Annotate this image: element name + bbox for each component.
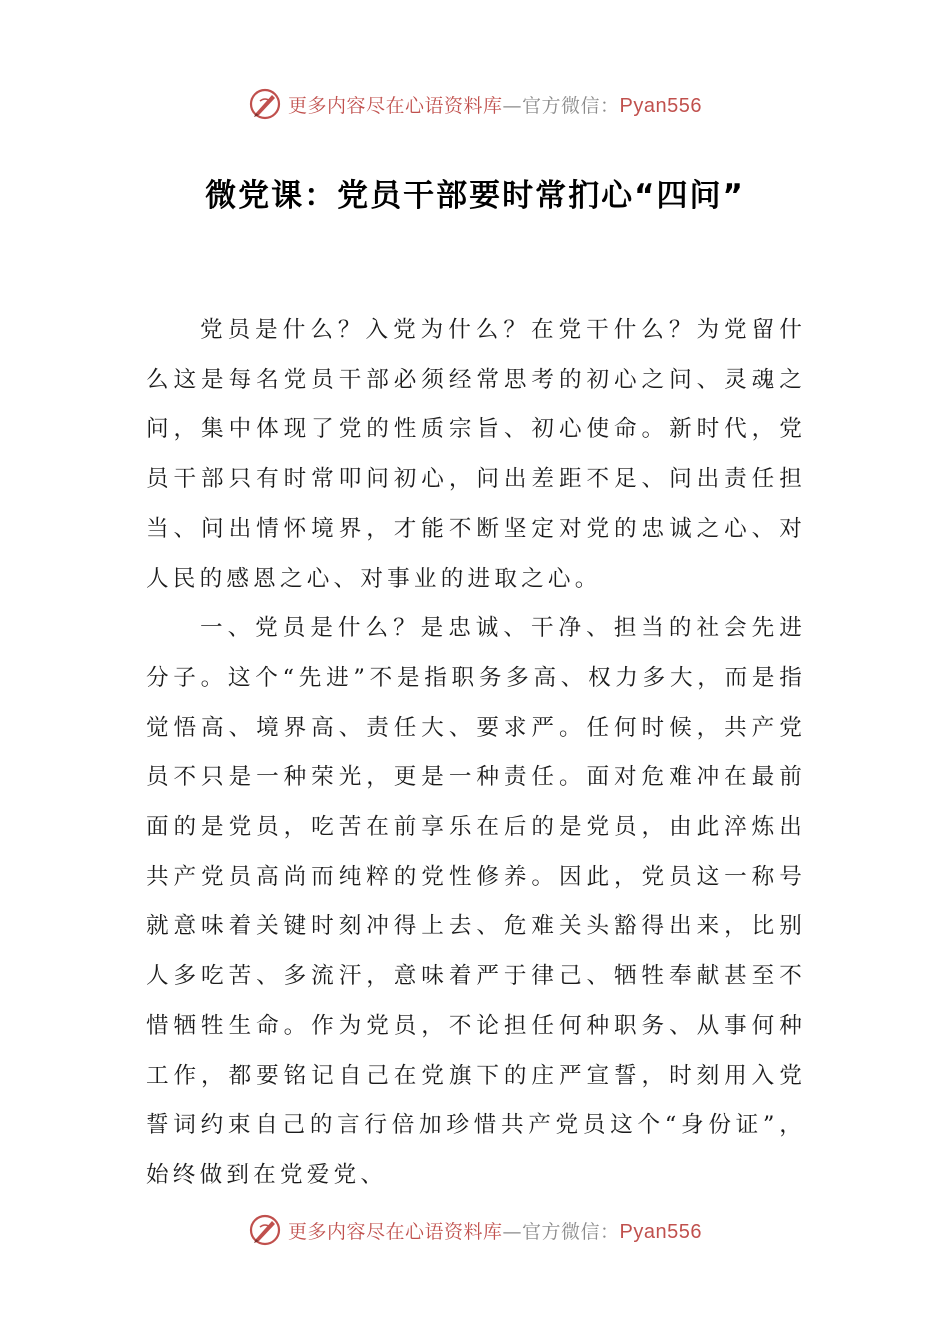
watermark-main-text: 更多内容尽在心语资料库 (288, 94, 503, 117)
pen-logo-icon (248, 1213, 282, 1247)
paragraph-section-one: 一、党员是什么？是忠诚、干净、担当的社会先进分子。这个“先进”不是指职务多高、权力多大，而是指觉悟高、境界高、责任大、要求严。任何时候，共产党员不只是一种荣光，更是一种责任。面对危难冲在最前面的是党员，吃苦在前享乐在后的是党员，由此淬炼出共产党员高尚而纯粹的党性修养。因此，党员这一称号就意味着关键时刻冲得上去、危难关头豁得出来，比别人多吃苦、多流汗，意味着严于律己、牺牲奉献甚至不惜牺牲生命。作为党员，不论担任何种职务、从事何种工作，都要铭记自己在党旗下的庄严宣誓，时刻用入党誓词约束自己的言行倍加珍惜共产党员这个“身份证”，始终做到在党爱党、 (146, 615, 806, 1188)
watermark-id: Pyan556 (619, 1220, 702, 1243)
watermark-label: 官方微信： (522, 94, 620, 117)
document-title: 微党课：党员干部要时常扪心“四问” (205, 178, 745, 214)
pen-logo-icon (248, 87, 282, 121)
watermark-footer (0, 1210, 950, 1250)
watermark-label: 官方微信： (522, 1220, 620, 1243)
watermark-dash: — (502, 1220, 523, 1243)
watermark-header (0, 84, 950, 124)
watermark-main-text: 更多内容尽在心语资料库 (288, 1220, 503, 1243)
document-body (146, 306, 806, 1201)
watermark-dash: — (502, 94, 523, 117)
paragraph-intro: 党员是什么？入党为什么？在党干什么？为党留什么这是每名党员干部必须经常思考的初心之问、灵魂之问，集中体现了党的性质宗旨、初心使命。新时代，党员干部只有时常叩问初心，问出差距不足、问出责任担当、问出情怀境界，才能不断坚定对党的忠诚之心、对人民的感恩之心、对事业的进取之心。 (146, 317, 806, 592)
watermark-id: Pyan556 (619, 94, 702, 117)
